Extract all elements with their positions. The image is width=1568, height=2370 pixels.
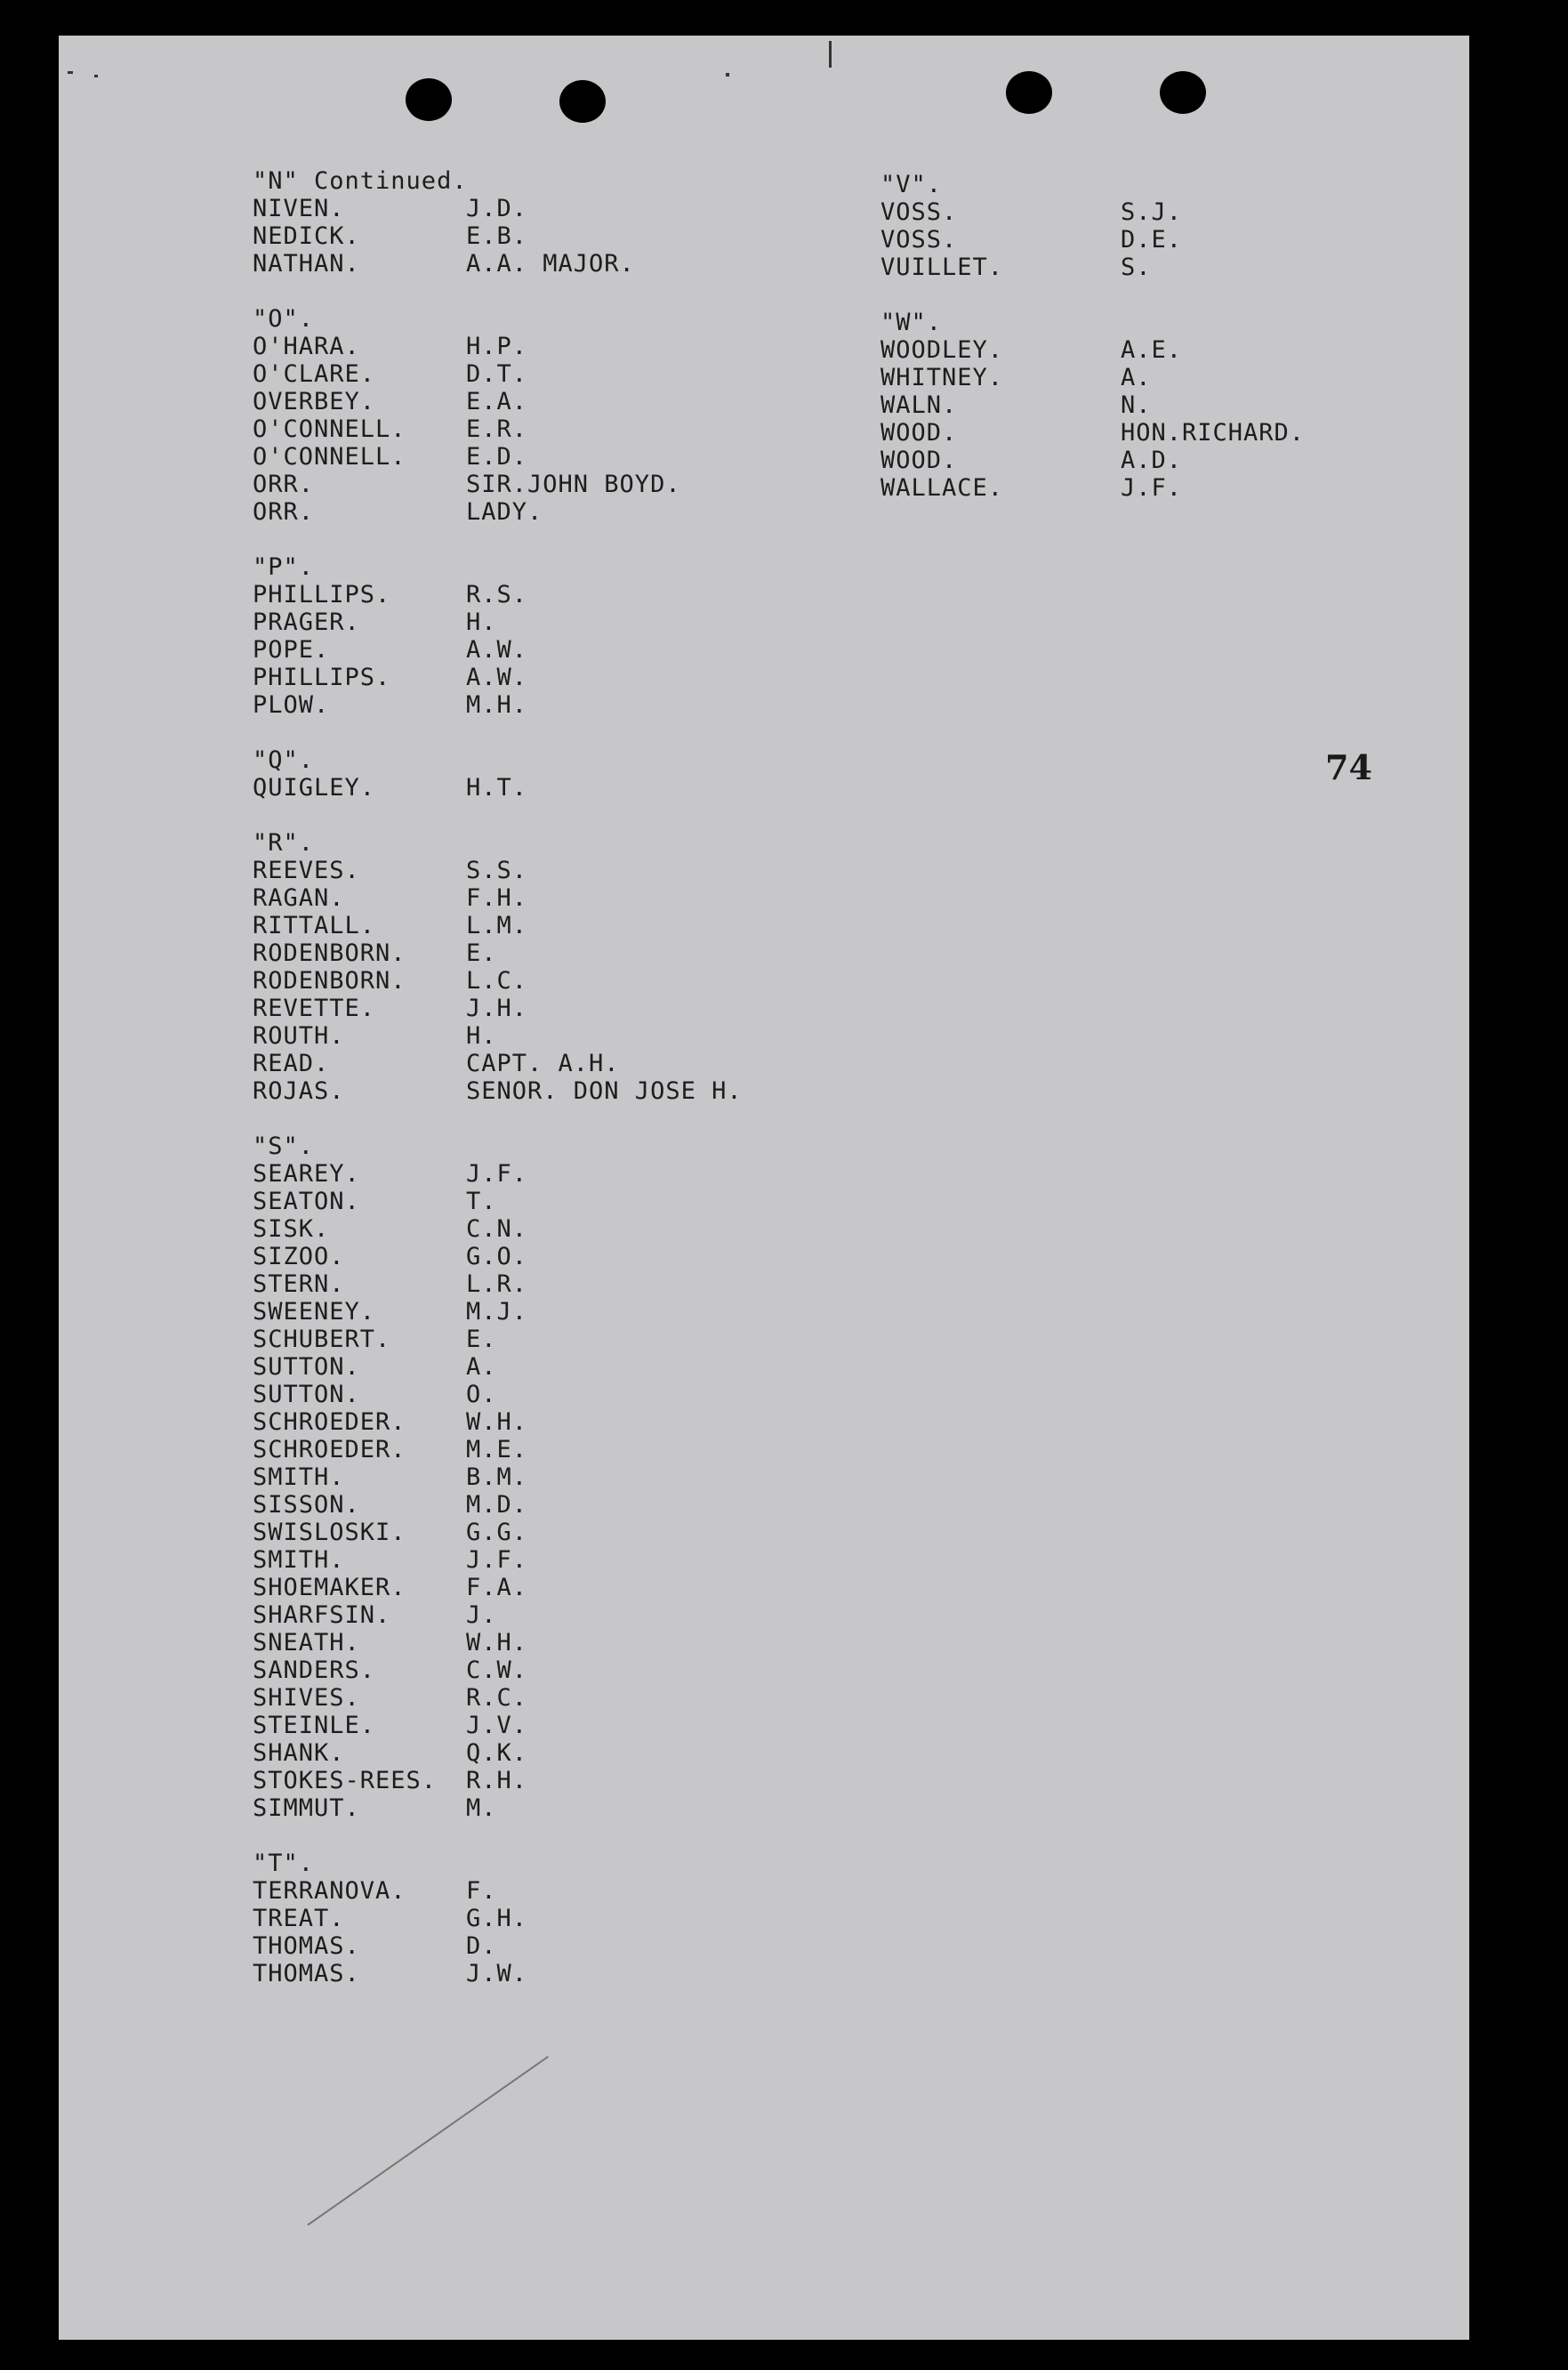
- surname: SIMMUT.: [253, 1794, 360, 1822]
- surname: SHOEMAKER.: [253, 1574, 406, 1601]
- section-heading: "T".: [253, 1850, 315, 1877]
- initials: E.R.: [466, 415, 528, 443]
- initials: S.J.: [1121, 198, 1183, 226]
- initials: J.F.: [466, 1160, 528, 1188]
- surname: SHARFSIN.: [253, 1601, 391, 1629]
- name-entry: [253, 1022, 743, 1050]
- initials: C.N.: [466, 1215, 528, 1243]
- name-entry: [880, 364, 1305, 391]
- initials: A.W.: [466, 636, 528, 664]
- section-heading: "P".: [253, 553, 315, 581]
- page-number: 74: [1325, 747, 1372, 787]
- name-entry: [253, 1160, 743, 1188]
- punch-hole: [406, 78, 452, 121]
- name-entry: [253, 415, 743, 443]
- section-heading: "O".: [253, 305, 315, 333]
- name-entry: [253, 250, 743, 278]
- name-entry: [253, 1574, 743, 1601]
- initials: G.G.: [466, 1519, 528, 1546]
- surname: WOOD.: [880, 447, 958, 474]
- surname: SEAREY.: [253, 1160, 360, 1188]
- surname: THOMAS.: [253, 1960, 360, 1987]
- initials: J.D.: [466, 195, 528, 222]
- surname: VUILLET.: [880, 254, 1004, 281]
- letter-section: [880, 171, 1305, 281]
- section-heading: "R".: [253, 829, 315, 857]
- name-entry: [253, 884, 743, 912]
- letter-section: [253, 829, 743, 1105]
- surname: SMITH.: [253, 1546, 345, 1574]
- surname: NIVEN.: [253, 195, 345, 222]
- name-entry: [253, 1298, 743, 1326]
- name-entry: [253, 1877, 743, 1905]
- surname: REEVES.: [253, 857, 360, 884]
- surname: ORR.: [253, 471, 315, 498]
- name-entry: [253, 1712, 743, 1739]
- letter-section: [253, 305, 743, 526]
- initials: E.B.: [466, 222, 528, 250]
- surname: REVETTE.: [253, 995, 376, 1022]
- surname: O'HARA.: [253, 333, 360, 360]
- name-entry: [253, 222, 743, 250]
- surname: SCHROEDER.: [253, 1408, 406, 1436]
- surname: STERN.: [253, 1270, 345, 1298]
- surname: SIZOO.: [253, 1243, 345, 1270]
- initials: L.R.: [466, 1270, 528, 1298]
- punch-hole: [559, 80, 606, 123]
- surname: SWEENEY.: [253, 1298, 376, 1326]
- surname: QUIGLEY.: [253, 774, 376, 802]
- name-entry: [880, 447, 1305, 474]
- surname: RAGAN.: [253, 884, 345, 912]
- name-entry: [253, 195, 743, 222]
- initials: F.A.: [466, 1574, 528, 1601]
- initials: T.: [466, 1188, 497, 1215]
- name-entry: [880, 226, 1305, 254]
- initials: D.E.: [1121, 226, 1183, 254]
- initials: J.V.: [466, 1712, 528, 1739]
- surname: OVERBEY.: [253, 388, 376, 415]
- speck: [726, 73, 729, 77]
- surname: ORR.: [253, 498, 315, 526]
- name-entry: [253, 1519, 743, 1546]
- initials: O.: [466, 1381, 497, 1408]
- name-entry: [253, 1905, 743, 1932]
- initials: SENOR. DON JOSE H.: [466, 1077, 743, 1105]
- name-entry: [253, 1684, 743, 1712]
- initials: C.W.: [466, 1657, 528, 1684]
- initials: M.J.: [466, 1298, 528, 1326]
- name-entry: [253, 939, 743, 967]
- initials: J.W.: [466, 1960, 528, 1987]
- initials: W.H.: [466, 1408, 528, 1436]
- surname: WHITNEY.: [880, 364, 1004, 391]
- name-entry: [253, 1436, 743, 1463]
- surname: SANDERS.: [253, 1657, 376, 1684]
- surname: SISSON.: [253, 1491, 360, 1519]
- surname: SUTTON.: [253, 1353, 360, 1381]
- document-page: [59, 36, 1469, 2340]
- surname: VOSS.: [880, 226, 958, 254]
- speck: [68, 71, 73, 74]
- initials: CAPT. A.H.: [466, 1050, 620, 1077]
- name-entry: [253, 471, 743, 498]
- name-entry: [253, 1794, 743, 1822]
- surname: RODENBORN.: [253, 967, 406, 995]
- surname: PLOW.: [253, 691, 330, 719]
- initials: Q.K.: [466, 1739, 528, 1767]
- name-entry: [253, 1077, 743, 1105]
- surname: WOODLEY.: [880, 336, 1004, 364]
- surname: O'CLARE.: [253, 360, 376, 388]
- initials: A.: [466, 1353, 497, 1381]
- name-entry: [253, 1381, 743, 1408]
- punch-hole: [1160, 71, 1206, 114]
- initials: B.M.: [466, 1463, 528, 1491]
- name-entry: [253, 1739, 743, 1767]
- name-entry: [253, 609, 743, 636]
- surname: RODENBORN.: [253, 939, 406, 967]
- initials: SIR.JOHN BOYD.: [466, 471, 681, 498]
- surname: SWISLOSKI.: [253, 1519, 406, 1546]
- name-entry: [253, 664, 743, 691]
- surname: STEINLE.: [253, 1712, 376, 1739]
- section-heading: "S".: [253, 1133, 315, 1160]
- section-heading: "W".: [880, 309, 943, 336]
- letter-section: [253, 1133, 743, 1822]
- initials: J.F.: [466, 1546, 528, 1574]
- initials: LADY.: [466, 498, 543, 526]
- speck: [94, 75, 98, 77]
- surname: SNEATH.: [253, 1629, 360, 1657]
- name-entry: [253, 1353, 743, 1381]
- initials: R.H.: [466, 1767, 528, 1794]
- name-entry: [880, 336, 1305, 364]
- surname: SHIVES.: [253, 1684, 360, 1712]
- initials: W.H.: [466, 1629, 528, 1657]
- name-entry: [253, 1326, 743, 1353]
- surname: STOKES-REES.: [253, 1767, 438, 1794]
- speck: [829, 41, 832, 68]
- name-entry: [253, 1629, 743, 1657]
- name-entry: [880, 391, 1305, 419]
- initials: H.: [466, 609, 497, 636]
- surname: PRAGER.: [253, 609, 360, 636]
- name-entry: [253, 774, 743, 802]
- surname: SCHUBERT.: [253, 1326, 391, 1353]
- left-column: [253, 167, 743, 2015]
- surname: SCHROEDER.: [253, 1436, 406, 1463]
- initials: M.H.: [466, 691, 528, 719]
- initials: A.A. MAJOR.: [466, 250, 635, 278]
- initials: G.O.: [466, 1243, 528, 1270]
- name-entry: [880, 474, 1305, 502]
- surname: SISK.: [253, 1215, 330, 1243]
- name-entry: [253, 857, 743, 884]
- punch-hole: [1006, 71, 1052, 114]
- initials: E.: [466, 1326, 497, 1353]
- name-entry: [253, 1601, 743, 1629]
- surname: ROUTH.: [253, 1022, 345, 1050]
- name-entry: [880, 254, 1305, 281]
- surname: RITTALL.: [253, 912, 376, 939]
- name-entry: [253, 333, 743, 360]
- surname: WOOD.: [880, 419, 958, 447]
- initials: R.C.: [466, 1684, 528, 1712]
- initials: R.S.: [466, 581, 528, 609]
- initials: J.F.: [1121, 474, 1183, 502]
- initials: J.: [466, 1601, 497, 1629]
- surname: SHANK.: [253, 1739, 345, 1767]
- name-entry: [253, 443, 743, 471]
- letter-section: [253, 746, 743, 802]
- letter-section: [880, 309, 1305, 502]
- letter-section: [253, 553, 743, 719]
- initials: L.C.: [466, 967, 528, 995]
- section-heading: "N" Continued.: [253, 167, 468, 195]
- surname: ROJAS.: [253, 1077, 345, 1105]
- surname: PHILLIPS.: [253, 581, 391, 609]
- name-entry: [253, 1243, 743, 1270]
- initials: H.: [466, 1022, 497, 1050]
- name-entry: [253, 1270, 743, 1298]
- surname: VOSS.: [880, 198, 958, 226]
- surname: SEATON.: [253, 1188, 360, 1215]
- initials: F.H.: [466, 884, 528, 912]
- initials: A.W.: [466, 664, 528, 691]
- name-entry: [253, 912, 743, 939]
- initials: H.P.: [466, 333, 528, 360]
- surname: TREAT.: [253, 1905, 345, 1932]
- name-entry: [880, 198, 1305, 226]
- surname: POPE.: [253, 636, 330, 664]
- name-entry: [253, 1657, 743, 1684]
- initials: A.: [1121, 364, 1152, 391]
- name-entry: [253, 1932, 743, 1960]
- surname: THOMAS.: [253, 1932, 360, 1960]
- name-entry: [253, 360, 743, 388]
- initials: E.D.: [466, 443, 528, 471]
- surname: TERRANOVA.: [253, 1877, 406, 1905]
- section-heading: "V".: [880, 171, 943, 198]
- initials: G.H.: [466, 1905, 528, 1932]
- initials: S.: [1121, 254, 1152, 281]
- name-entry: [253, 636, 743, 664]
- surname: SMITH.: [253, 1463, 345, 1491]
- initials: M.D.: [466, 1491, 528, 1519]
- initials: A.D.: [1121, 447, 1183, 474]
- name-entry: [253, 691, 743, 719]
- initials: D.: [466, 1932, 497, 1960]
- name-entry: [253, 995, 743, 1022]
- surname: NATHAN.: [253, 250, 360, 278]
- name-entry: [253, 1491, 743, 1519]
- name-entry: [880, 419, 1305, 447]
- initials: F.: [466, 1877, 497, 1905]
- initials: L.M.: [466, 912, 528, 939]
- initials: H.T.: [466, 774, 528, 802]
- name-entry: [253, 498, 743, 526]
- name-entry: [253, 1050, 743, 1077]
- name-entry: [253, 1463, 743, 1491]
- surname: WALN.: [880, 391, 958, 419]
- name-entry: [253, 388, 743, 415]
- surname: READ.: [253, 1050, 330, 1077]
- surname: WALLACE.: [880, 474, 1004, 502]
- surname: O'CONNELL.: [253, 415, 406, 443]
- section-heading: "Q".: [253, 746, 315, 774]
- surname: NEDICK.: [253, 222, 360, 250]
- name-entry: [253, 1767, 743, 1794]
- name-entry: [253, 1546, 743, 1574]
- name-entry: [253, 967, 743, 995]
- initials: J.H.: [466, 995, 528, 1022]
- initials: A.E.: [1121, 336, 1183, 364]
- pencil-stroke: [307, 2056, 548, 2226]
- initials: N.: [1121, 391, 1152, 419]
- initials: M.E.: [466, 1436, 528, 1463]
- name-entry: [253, 1188, 743, 1215]
- initials: D.T.: [466, 360, 528, 388]
- initials: E.: [466, 939, 497, 967]
- surname: SUTTON.: [253, 1381, 360, 1408]
- right-column: [880, 171, 1305, 529]
- name-entry: [253, 1215, 743, 1243]
- initials: M.: [466, 1794, 497, 1822]
- name-entry: [253, 1960, 743, 1987]
- surname: O'CONNELL.: [253, 443, 406, 471]
- surname: PHILLIPS.: [253, 664, 391, 691]
- name-entry: [253, 581, 743, 609]
- initials: S.S.: [466, 857, 528, 884]
- letter-section: [253, 1850, 743, 1987]
- initials: E.A.: [466, 388, 528, 415]
- initials: HON.RICHARD.: [1121, 419, 1306, 447]
- name-entry: [253, 1408, 743, 1436]
- letter-section: [253, 167, 743, 278]
